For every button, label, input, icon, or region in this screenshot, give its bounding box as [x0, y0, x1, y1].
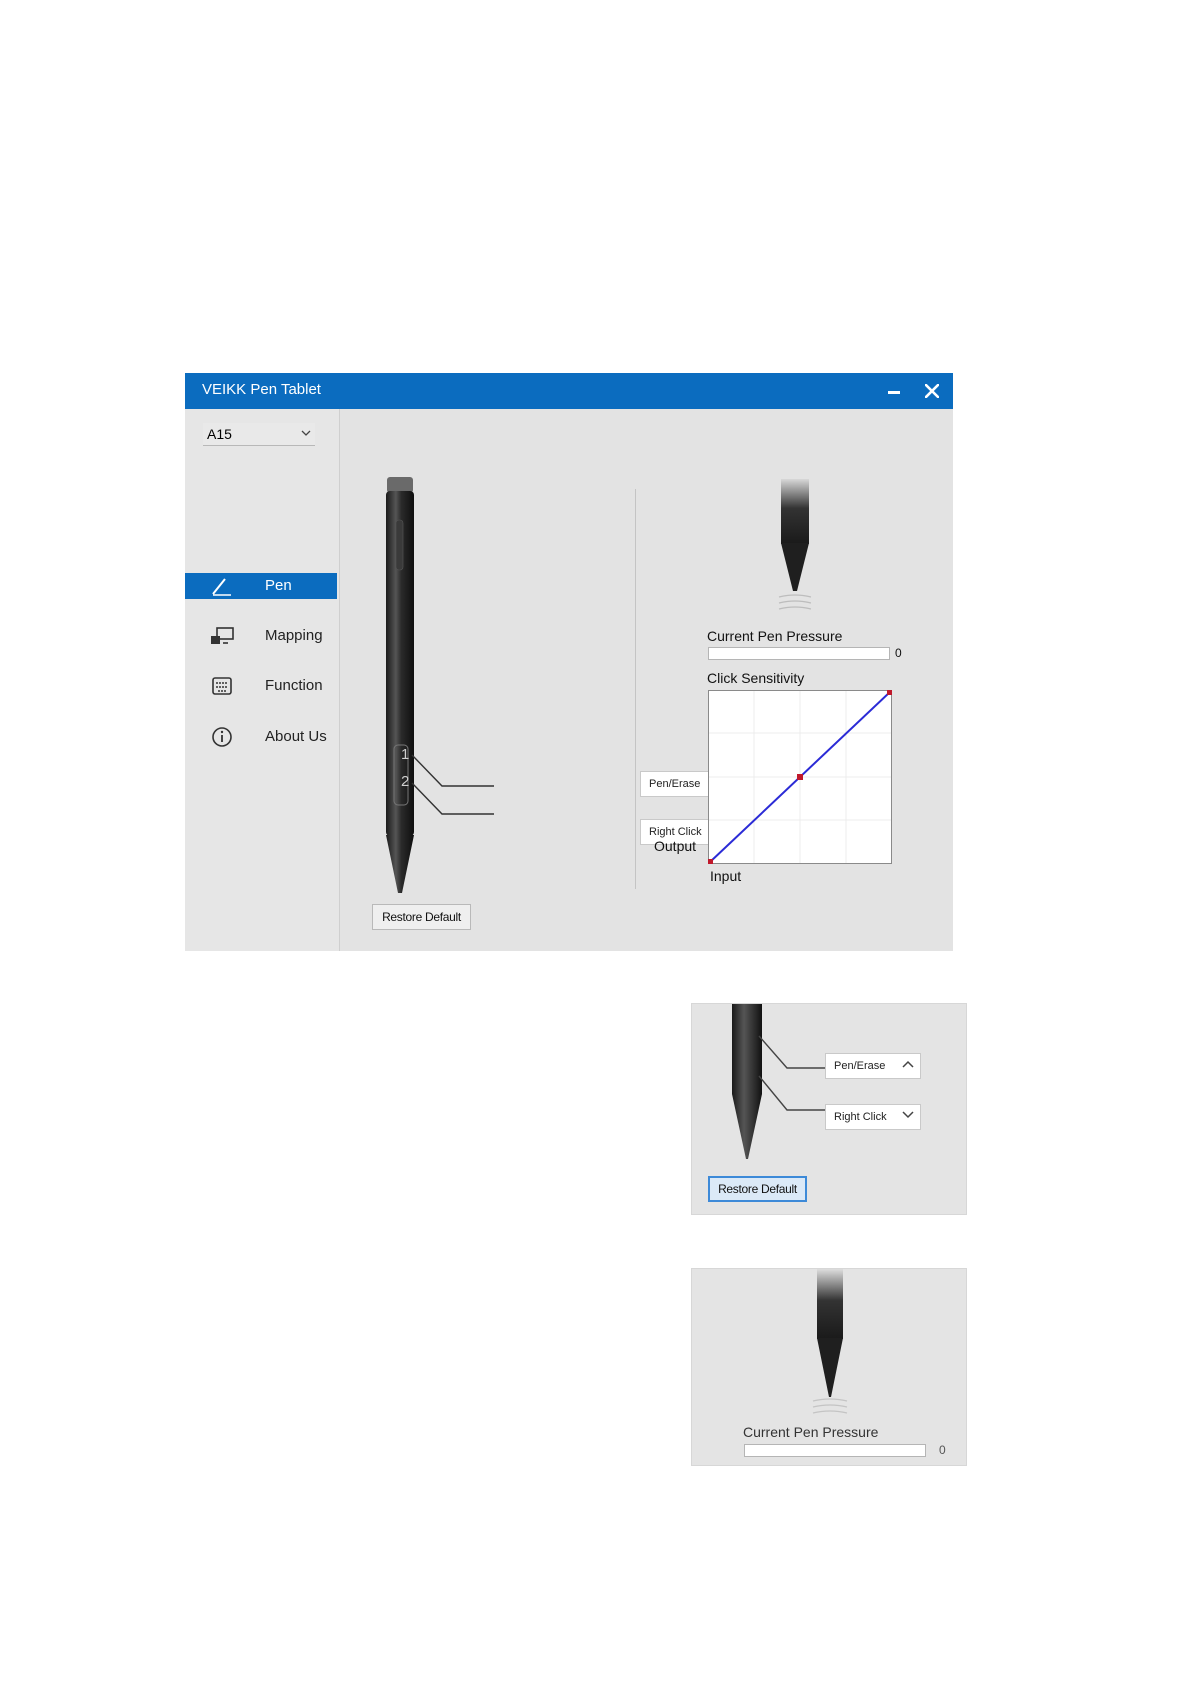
pen-button-2-dropdown[interactable] — [825, 1104, 921, 1130]
pen-button-1-action: Pen/Erase — [649, 778, 701, 790]
sensitivity-curve-graph[interactable] — [708, 690, 892, 864]
device-select-value: A15 — [207, 426, 232, 442]
output-axis-label: Output — [654, 838, 697, 854]
sidebar-item-label: Function — [265, 677, 323, 694]
device-select[interactable] — [203, 423, 315, 446]
chevron-down-icon — [301, 430, 311, 437]
pen-tip-illustration — [799, 1269, 859, 1419]
pen-button-1-number: 1 — [401, 746, 410, 763]
leader-lines — [410, 749, 530, 829]
pen-button-1-action: Pen/Erase — [834, 1060, 886, 1072]
pen-button-1-dropdown[interactable] — [825, 1053, 921, 1079]
close-icon — [925, 384, 939, 398]
sidebar-item-about[interactable] — [185, 724, 337, 750]
sidebar-item-label: About Us — [265, 728, 327, 745]
pressure-value: 0 — [939, 1443, 946, 1457]
pen-illustration — [378, 475, 428, 895]
click-sensitivity-label: Click Sensitivity — [707, 670, 805, 686]
pen-icon — [209, 576, 235, 596]
pen-settings-panel — [340, 409, 953, 951]
pen-tablet-window — [185, 373, 953, 951]
pen-tip-illustration — [765, 479, 825, 619]
curve-handle-end[interactable] — [887, 690, 892, 695]
chevron-up-icon — [902, 1060, 914, 1068]
restore-default-button[interactable]: Restore Default — [372, 904, 471, 930]
pen-button-2-number: 2 — [401, 773, 410, 790]
pressure-bar — [708, 647, 890, 660]
pressure-bar — [744, 1444, 926, 1457]
section-divider — [635, 489, 636, 889]
info-icon — [209, 727, 235, 747]
minimize-button[interactable] — [881, 379, 907, 403]
sidebar — [185, 409, 340, 951]
pen-button-2-action: Right Click — [649, 826, 702, 838]
curve-handle-start[interactable] — [708, 859, 713, 864]
sidebar-item-pen[interactable] — [185, 573, 337, 599]
sidebar-item-mapping[interactable] — [185, 623, 337, 649]
pen-button-2-action: Right Click — [834, 1111, 887, 1123]
pen-buttons-detail — [691, 1003, 967, 1215]
sidebar-item-label: Mapping — [265, 627, 323, 644]
sidebar-item-label: Pen — [265, 577, 292, 594]
close-button[interactable] — [919, 379, 945, 403]
restore-default-button[interactable]: Restore Default — [708, 1176, 807, 1202]
window-title: VEIKK Pen Tablet — [202, 381, 321, 398]
chevron-down-icon — [902, 1111, 914, 1119]
title-bar — [185, 373, 953, 409]
current-pen-pressure-label: Current Pen Pressure — [743, 1424, 879, 1440]
pen-pressure-detail — [691, 1268, 967, 1466]
input-axis-label: Input — [710, 868, 742, 884]
minimize-icon — [888, 391, 900, 394]
monitor-icon — [209, 626, 235, 646]
current-pen-pressure-label: Current Pen Pressure — [707, 628, 843, 644]
pressure-value: 0 — [895, 646, 902, 660]
curve-handle-middle[interactable] — [797, 774, 803, 780]
sidebar-item-function[interactable] — [185, 673, 337, 699]
keyboard-icon — [209, 676, 235, 696]
